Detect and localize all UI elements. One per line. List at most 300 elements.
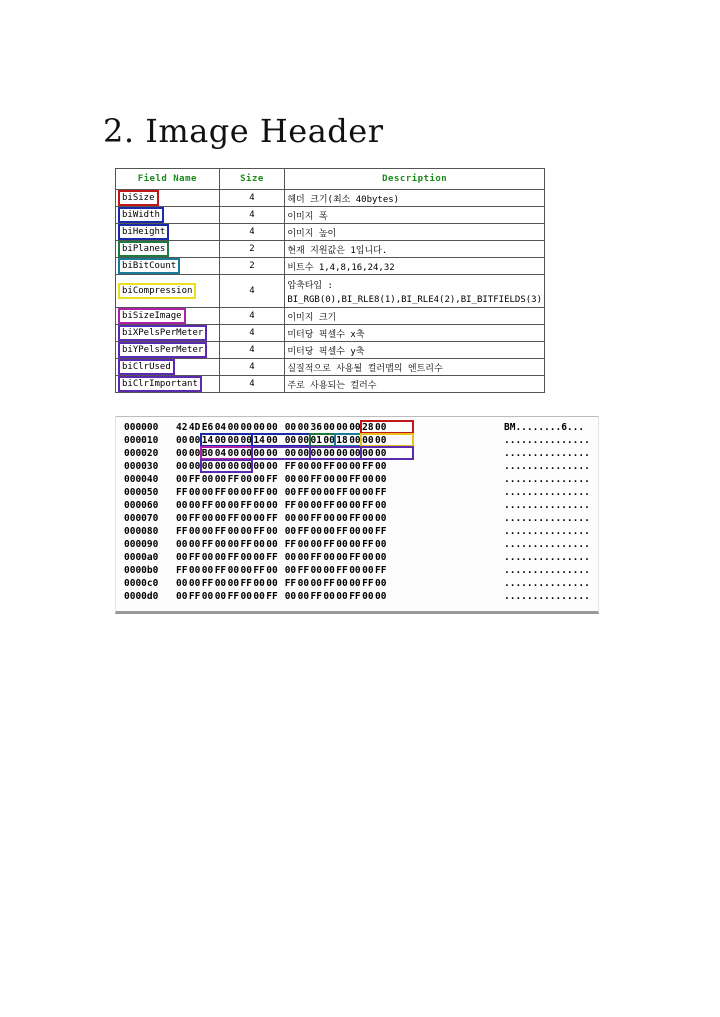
hex-byte: 00 — [310, 539, 322, 550]
hex-byte: 00 — [214, 435, 227, 446]
hex-highlight-bicompression — [360, 433, 414, 447]
field-name-highlight: biBitCount — [118, 258, 180, 274]
hex-byte: 00 — [176, 552, 188, 563]
hex-byte: 00 — [188, 487, 201, 498]
hex-byte: 00 — [266, 487, 278, 498]
hex-byte: 00 — [284, 552, 297, 563]
hex-byte: FF — [176, 487, 188, 498]
field-description-text: 현재 지원값은 1입니다. — [287, 245, 388, 256]
hex-byte: 00 — [284, 474, 297, 485]
hex-byte: 00 — [297, 435, 310, 446]
field-description-text: 이미지 폭 — [287, 211, 328, 222]
hex-byte: FF — [188, 513, 201, 524]
hex-byte: 00 — [323, 565, 335, 576]
field-size-cell: 4 — [219, 342, 285, 359]
hex-byte: 00 — [176, 539, 188, 550]
hex-byte: 00 — [284, 513, 297, 524]
hex-byte: 00 — [310, 578, 322, 589]
hex-byte: 00 — [323, 435, 335, 446]
hex-byte: 00 — [214, 513, 227, 524]
hex-byte: 00 — [214, 500, 227, 511]
hex-ascii: ............... — [504, 487, 590, 498]
hex-byte: 00 — [227, 448, 240, 459]
hex-byte: FF — [266, 513, 278, 524]
hex-byte: 00 — [284, 591, 297, 602]
hex-highlight-biplanes — [309, 433, 337, 447]
field-size-cell: 4 — [219, 308, 285, 325]
field-size-cell: 4 — [219, 359, 285, 376]
field-description-cell — [285, 207, 545, 224]
hex-byte: 00 — [176, 500, 188, 511]
hex-byte: 28 — [362, 422, 374, 433]
hex-byte: FF — [284, 500, 297, 511]
hex-byte: 14 — [253, 435, 265, 446]
hex-offset: 000010 — [124, 435, 159, 446]
column-header-field-name: Field Name — [116, 169, 220, 190]
hex-byte: 00 — [336, 500, 348, 511]
hex-byte: 00 — [323, 513, 335, 524]
hex-byte: FF — [362, 461, 374, 472]
hex-byte: 00 — [375, 513, 387, 524]
hex-byte: 00 — [266, 526, 278, 537]
hex-byte: 00 — [375, 552, 387, 563]
hex-byte: 00 — [362, 565, 374, 576]
hex-byte: FF — [297, 565, 310, 576]
hex-byte: FF — [375, 565, 387, 576]
field-name-cell — [116, 275, 220, 308]
hex-byte: 00 — [240, 474, 252, 485]
field-description-cell — [285, 241, 545, 258]
table-row — [116, 258, 545, 275]
hex-byte: 00 — [310, 526, 322, 537]
field-description-cell — [285, 342, 545, 359]
hex-highlight-biwidth — [200, 433, 254, 447]
hex-ascii: BM........6... — [504, 422, 585, 433]
field-description-text: 비트수 1,4,8,16,24,32 — [287, 262, 395, 273]
table-row — [116, 241, 545, 258]
hex-byte: FF — [310, 552, 322, 563]
hex-highlight-bisizeimage — [200, 446, 254, 460]
hex-highlight-biypelspermeter — [309, 446, 363, 460]
hex-byte: 00 — [297, 539, 310, 550]
field-size-cell: 4 — [219, 190, 285, 207]
hex-ascii: ............... — [504, 591, 590, 602]
hex-byte: 00 — [323, 422, 335, 433]
hex-byte: FF — [336, 526, 348, 537]
hex-byte: 00 — [253, 448, 265, 459]
hex-byte: 00 — [297, 513, 310, 524]
hex-byte: 00 — [266, 500, 278, 511]
hex-byte: FF — [297, 487, 310, 498]
hex-byte: FF — [240, 539, 252, 550]
hex-byte: 00 — [201, 487, 214, 498]
hex-byte: 00 — [297, 422, 310, 433]
hex-byte: 00 — [240, 513, 252, 524]
hex-offset: 000050 — [124, 487, 159, 498]
hex-byte: FF — [188, 591, 201, 602]
hex-byte: 00 — [188, 435, 201, 446]
hex-byte: 00 — [188, 526, 201, 537]
hex-byte: 00 — [297, 448, 310, 459]
field-description-text: 주로 사용되는 컬러수 — [287, 380, 377, 391]
hex-dump-panel — [115, 416, 599, 614]
hex-byte: 00 — [323, 552, 335, 563]
hex-byte: FF — [310, 513, 322, 524]
hex-byte: 00 — [176, 474, 188, 485]
hex-byte: FF — [336, 565, 348, 576]
hex-byte: 00 — [349, 435, 361, 446]
hex-byte: 00 — [201, 526, 214, 537]
hex-byte: 18 — [336, 435, 348, 446]
field-description-cell — [285, 190, 545, 207]
table-row — [116, 224, 545, 241]
hex-byte: 00 — [375, 448, 387, 459]
hex-byte: 00 — [310, 448, 322, 459]
hex-byte: 00 — [375, 435, 387, 446]
hex-offset: 000070 — [124, 513, 159, 524]
hex-offset: 000030 — [124, 461, 159, 472]
hex-byte: 00 — [336, 552, 348, 563]
hex-byte: FF — [201, 578, 214, 589]
hex-byte: FF — [201, 500, 214, 511]
hex-byte: 00 — [227, 500, 240, 511]
hex-byte: 00 — [336, 474, 348, 485]
hex-byte: 00 — [240, 565, 252, 576]
hex-highlight-bisize — [360, 420, 414, 434]
hex-byte: FF — [201, 539, 214, 550]
hex-byte: 00 — [310, 500, 322, 511]
hex-byte: 00 — [214, 539, 227, 550]
hex-byte: 00 — [188, 565, 201, 576]
hex-byte: FF — [227, 474, 240, 485]
hex-byte: 00 — [349, 578, 361, 589]
hex-ascii: ............... — [504, 539, 590, 550]
hex-offset: 000020 — [124, 448, 159, 459]
hex-byte: FF — [349, 552, 361, 563]
field-name-cell — [116, 342, 220, 359]
hex-byte: 00 — [214, 578, 227, 589]
page-title: 2. Image Header — [103, 112, 384, 150]
hex-byte: FF — [266, 591, 278, 602]
column-header-description: Description — [285, 169, 545, 190]
hex-byte: 00 — [375, 539, 387, 550]
field-description-cell — [285, 258, 545, 275]
hex-byte: 00 — [375, 591, 387, 602]
field-description-cell — [285, 275, 545, 308]
hex-byte: FF — [310, 591, 322, 602]
hex-byte: FF — [284, 539, 297, 550]
hex-byte: 00 — [375, 474, 387, 485]
hex-offset: 000090 — [124, 539, 159, 550]
hex-byte: 00 — [375, 422, 387, 433]
hex-byte: FF — [188, 552, 201, 563]
hex-byte: FF — [176, 565, 188, 576]
field-name-cell — [116, 359, 220, 376]
field-size-cell: 4 — [219, 325, 285, 342]
hex-byte: 00 — [240, 422, 252, 433]
hex-byte: 00 — [188, 578, 201, 589]
field-size-cell: 2 — [219, 258, 285, 275]
hex-byte: 00 — [349, 539, 361, 550]
hex-byte: 00 — [176, 578, 188, 589]
field-size-cell: 4 — [219, 376, 285, 393]
hex-byte: 00 — [362, 487, 374, 498]
hex-byte: FF — [227, 513, 240, 524]
hex-byte: 00 — [336, 578, 348, 589]
hex-byte: 00 — [362, 552, 374, 563]
hex-ascii: ............... — [504, 500, 590, 511]
hex-byte: FF — [284, 578, 297, 589]
hex-byte: 00 — [201, 461, 214, 472]
hex-byte: FF — [297, 526, 310, 537]
hex-byte: 00 — [336, 461, 348, 472]
hex-byte: FF — [214, 565, 227, 576]
hex-byte: FF — [284, 461, 297, 472]
hex-highlight-biclrused — [360, 446, 414, 460]
hex-byte: 00 — [297, 552, 310, 563]
hex-byte: 00 — [336, 422, 348, 433]
hex-ascii: ............... — [504, 448, 590, 459]
field-size-cell: 4 — [219, 207, 285, 224]
hex-byte: FF — [214, 526, 227, 537]
field-name-highlight: biPlanes — [118, 241, 169, 257]
hex-byte: 00 — [227, 526, 240, 537]
hex-byte: 00 — [201, 513, 214, 524]
hex-highlight-biheight — [251, 433, 310, 447]
hex-byte: 00 — [253, 461, 265, 472]
hex-highlight-bibitcount — [334, 433, 362, 447]
hex-byte: 00 — [375, 461, 387, 472]
field-name-cell — [116, 224, 220, 241]
field-name-cell — [116, 190, 220, 207]
field-size-cell: 2 — [219, 241, 285, 258]
field-name-cell — [116, 258, 220, 275]
hex-byte: FF — [240, 500, 252, 511]
hex-byte: 00 — [227, 422, 240, 433]
hex-byte: FF — [310, 474, 322, 485]
field-name-highlight: biSizeImage — [118, 308, 186, 324]
hex-byte: 14 — [201, 435, 214, 446]
hex-byte: 00 — [201, 591, 214, 602]
hex-offset: 0000d0 — [124, 591, 159, 602]
hex-offset: 000060 — [124, 500, 159, 511]
hex-byte: 00 — [323, 526, 335, 537]
hex-offset: 0000a0 — [124, 552, 159, 563]
hex-byte: 00 — [266, 435, 278, 446]
hex-ascii: ............... — [504, 526, 590, 537]
field-name-cell — [116, 241, 220, 258]
hex-byte: FF — [336, 487, 348, 498]
hex-byte: E6 — [201, 422, 214, 433]
column-header-size: Size — [219, 169, 285, 190]
hex-byte: 00 — [323, 487, 335, 498]
hex-byte: 00 — [214, 591, 227, 602]
hex-byte: 04 — [214, 448, 227, 459]
hex-byte: FF — [349, 513, 361, 524]
hex-byte: 00 — [201, 474, 214, 485]
hex-byte: 00 — [240, 552, 252, 563]
hex-byte: 00 — [362, 513, 374, 524]
hex-byte: 00 — [297, 500, 310, 511]
field-name-highlight: biXPelsPerMeter — [118, 325, 207, 341]
field-description-cell — [285, 224, 545, 241]
hex-byte: FF — [349, 474, 361, 485]
field-name-highlight: biClrUsed — [118, 359, 175, 375]
hex-ascii: ............... — [504, 461, 590, 472]
hex-byte: 00 — [323, 591, 335, 602]
hex-byte: 00 — [188, 448, 201, 459]
field-description-text: 실질적으로 사용될 컬러맵의 엔트리수 — [287, 363, 443, 374]
field-description-text: 압축타입 : — [287, 280, 333, 291]
hex-byte: 00 — [310, 565, 322, 576]
table-row — [116, 308, 545, 325]
hex-byte: 00 — [266, 565, 278, 576]
hex-byte: 00 — [310, 487, 322, 498]
bitmap-info-header-table — [115, 168, 545, 393]
field-description-text: 이미지 높이 — [287, 228, 337, 239]
field-size-cell: 4 — [219, 275, 285, 308]
hex-byte: 00 — [266, 539, 278, 550]
hex-byte: FF — [323, 461, 335, 472]
hex-byte: 00 — [188, 461, 201, 472]
table-row — [116, 342, 545, 359]
hex-byte: 00 — [336, 513, 348, 524]
hex-byte: FF — [176, 526, 188, 537]
hex-byte: FF — [362, 500, 374, 511]
hex-byte: 00 — [253, 513, 265, 524]
field-description-text: 이미지 크기 — [287, 312, 337, 323]
hex-byte: 4D — [188, 422, 201, 433]
hex-byte: 00 — [349, 422, 361, 433]
hex-byte: B0 — [201, 448, 214, 459]
hex-byte: 00 — [349, 500, 361, 511]
hex-offset: 0000c0 — [124, 578, 159, 589]
hex-ascii: ............... — [504, 578, 590, 589]
hex-byte: FF — [266, 474, 278, 485]
hex-byte: 00 — [240, 461, 252, 472]
hex-byte: 00 — [176, 461, 188, 472]
hex-byte: 36 — [310, 422, 322, 433]
field-size-cell: 4 — [219, 224, 285, 241]
hex-byte: 00 — [362, 474, 374, 485]
hex-byte: FF — [323, 500, 335, 511]
hex-byte: 00 — [349, 526, 361, 537]
hex-byte: 00 — [336, 591, 348, 602]
hex-byte: 00 — [227, 578, 240, 589]
hex-byte: 00 — [227, 539, 240, 550]
hex-byte: 00 — [266, 422, 278, 433]
hex-byte: 00 — [323, 474, 335, 485]
hex-offset: 000080 — [124, 526, 159, 537]
hex-byte: 00 — [227, 461, 240, 472]
hex-byte: 00 — [284, 526, 297, 537]
hex-byte: 00 — [349, 461, 361, 472]
field-name-cell — [116, 325, 220, 342]
table-row — [116, 207, 545, 224]
hex-byte: FF — [323, 578, 335, 589]
hex-byte: 00 — [201, 552, 214, 563]
hex-byte: 00 — [240, 448, 252, 459]
hex-byte: 00 — [240, 591, 252, 602]
field-description-cell — [285, 376, 545, 393]
hex-byte: 00 — [253, 591, 265, 602]
hex-byte: 00 — [362, 435, 374, 446]
hex-byte: 00 — [214, 461, 227, 472]
hex-byte: 00 — [284, 435, 297, 446]
hex-byte: 00 — [284, 448, 297, 459]
hex-byte: 00 — [284, 565, 297, 576]
field-name-highlight: biYPelsPerMeter — [118, 342, 207, 358]
hex-ascii: ............... — [504, 474, 590, 485]
hex-byte: FF — [227, 552, 240, 563]
hex-byte: 00 — [310, 461, 322, 472]
hex-byte: 00 — [253, 422, 265, 433]
hex-byte: 00 — [253, 500, 265, 511]
hex-byte: 00 — [227, 435, 240, 446]
field-name-highlight: biSize — [118, 190, 159, 206]
hex-byte: 00 — [284, 422, 297, 433]
hex-byte: 00 — [284, 487, 297, 498]
hex-byte: 00 — [362, 448, 374, 459]
table-row — [116, 325, 545, 342]
hex-byte: 00 — [349, 487, 361, 498]
field-description-cell — [285, 359, 545, 376]
hex-byte: FF — [188, 474, 201, 485]
field-description-text: 미터당 픽셀수 x축 — [287, 329, 365, 340]
hex-byte: 00 — [297, 474, 310, 485]
hex-byte: 00 — [253, 539, 265, 550]
hex-byte: 00 — [375, 578, 387, 589]
hex-offset: 000040 — [124, 474, 159, 485]
hex-ascii: ............... — [504, 435, 590, 446]
hex-ascii: ............... — [504, 565, 590, 576]
field-description-text-line2: BI_RGB(0),BI_RLE8(1),BI_RLE4(2),BI_BITFIELDS(3) — [287, 294, 542, 305]
field-description-text: 헤더 크기(최소 40bytes) — [287, 194, 400, 205]
hex-byte: 00 — [176, 591, 188, 602]
hex-byte: 00 — [214, 552, 227, 563]
hex-byte: 00 — [297, 461, 310, 472]
hex-byte: 00 — [240, 526, 252, 537]
hex-byte: FF — [349, 591, 361, 602]
hex-byte: FF — [362, 539, 374, 550]
hex-byte: 00 — [176, 435, 188, 446]
table-row — [116, 376, 545, 393]
hex-byte: 00 — [349, 448, 361, 459]
hex-ascii: ............... — [504, 513, 590, 524]
hex-byte: FF — [362, 578, 374, 589]
hex-byte: 04 — [214, 422, 227, 433]
hex-ascii: ............... — [504, 552, 590, 563]
table-header-row — [116, 169, 545, 190]
hex-byte: 00 — [336, 448, 348, 459]
hex-byte: 00 — [349, 565, 361, 576]
hex-byte: 00 — [214, 474, 227, 485]
field-description-text: 미터당 픽셀수 y축 — [287, 346, 365, 357]
hex-byte: 00 — [336, 539, 348, 550]
hex-byte: 00 — [176, 448, 188, 459]
hex-byte: FF — [253, 487, 265, 498]
field-description-cell — [285, 325, 545, 342]
field-name-highlight: biCompression — [118, 283, 196, 299]
hex-byte: FF — [375, 487, 387, 498]
field-name-highlight: biWidth — [118, 207, 164, 223]
table-row — [116, 359, 545, 376]
field-name-cell — [116, 207, 220, 224]
hex-byte: FF — [240, 578, 252, 589]
hex-offset: 000000 — [124, 422, 159, 433]
field-description-cell — [285, 308, 545, 325]
hex-byte: FF — [323, 539, 335, 550]
